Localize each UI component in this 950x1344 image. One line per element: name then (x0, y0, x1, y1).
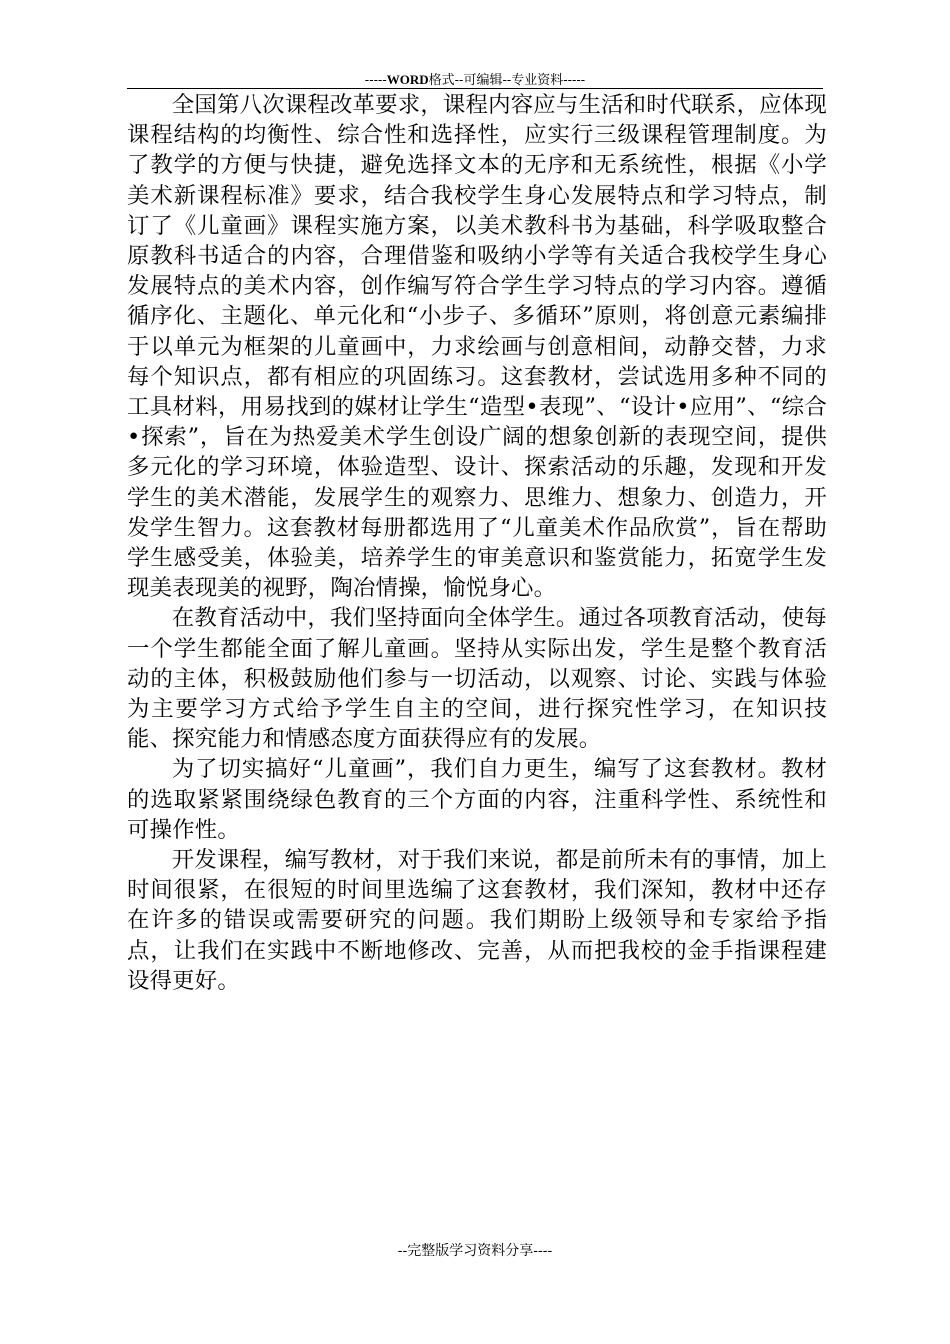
header-prefix: ----- (364, 73, 387, 88)
document-body (127, 90, 827, 996)
header-word-label: WORD (386, 72, 429, 87)
paragraph-1: 全国第八次课程改革要求，课程内容应与生活和时代联系，应体现课程结构的均衡性、综合性和选择性，应实行三级课程管理制度。为了教学的方便与快捷，避免选择文本的无序和无系统性，根据《小学美术新课程标准》要求，结合我校学生身心发展特点和学习特点，制订了《儿童画》课程实施方案，以美术教科书为基础，科学吸取整合原教科书适合的内容，合理借鉴和吸纳小学等有关适合我校学生身心发展特点的美术内容，创作编写符合学生学习特点的学习内容。遵循循序化、主题化、单元化和“小步子、多循环”原则，将创意元素编排于以单元为框架的儿童画中，力求绘画与创意相间，动静交替，力求每个知识点，都有相应的巩固练习。这套教材，尝试选用多种不同的工具材料，用易找到的媒材让学生“造型•表现”、“设计•应用”、“综合•探索”，旨在为热爱美术学生创设广阔的想象创新的表现空间，提供多元化的学习环境，体验造型、设计、探索活动的乐趣，发现和开发学生的美术潜能，发展学生的观察力、思维力、想象力、创造力，开发学生智力。这套教材每册都选用了“儿童美术作品欣赏”，旨在帮助学生感受美，体验美，培养学生的审美意识和鉴赏能力，拓宽学生发现美表现美的视野，陶冶情操，愉悦身心。 (127, 92, 827, 602)
header-suffix: 格式--可编辑--专业资料----- (428, 73, 586, 88)
page-header (0, 72, 950, 89)
page-footer: --完整版学习资料分享---- (397, 1243, 553, 1259)
paragraph-3: 为了切实搞好“儿童画”，我们自力更生，编写了这套教材。教材的选取紧紧围绕绿色教育的三个方面的内容，注重科学性、系统性和可操作性。 (127, 756, 827, 843)
header-rule (127, 88, 823, 89)
paragraph-4: 开发课程，编写教材，对于我们来说，都是前所未有的事情，加上时间很紧，在很短的时间里选编了这套教材，我们深知，教材中还存在许多的错误或需要研究的问题。我们期盼上级领导和专家给予指点，让我们在实践中不断地修改、完善，从而把我校的金手指课程建设得更好。 (127, 847, 827, 994)
paragraph-2: 在教育活动中，我们坚持面向全体学生。通过各项教育活动，使每一个学生都能全面了解儿童画。坚持从实际出发，学生是整个教育活动的主体，积极鼓励他们参与一切活动，以观察、讨论、实践与体验为主要学习方式给予学生自主的空间，进行探究性学习，在知识技能、探究能力和情感态度方面获得应有的发展。 (127, 605, 827, 753)
